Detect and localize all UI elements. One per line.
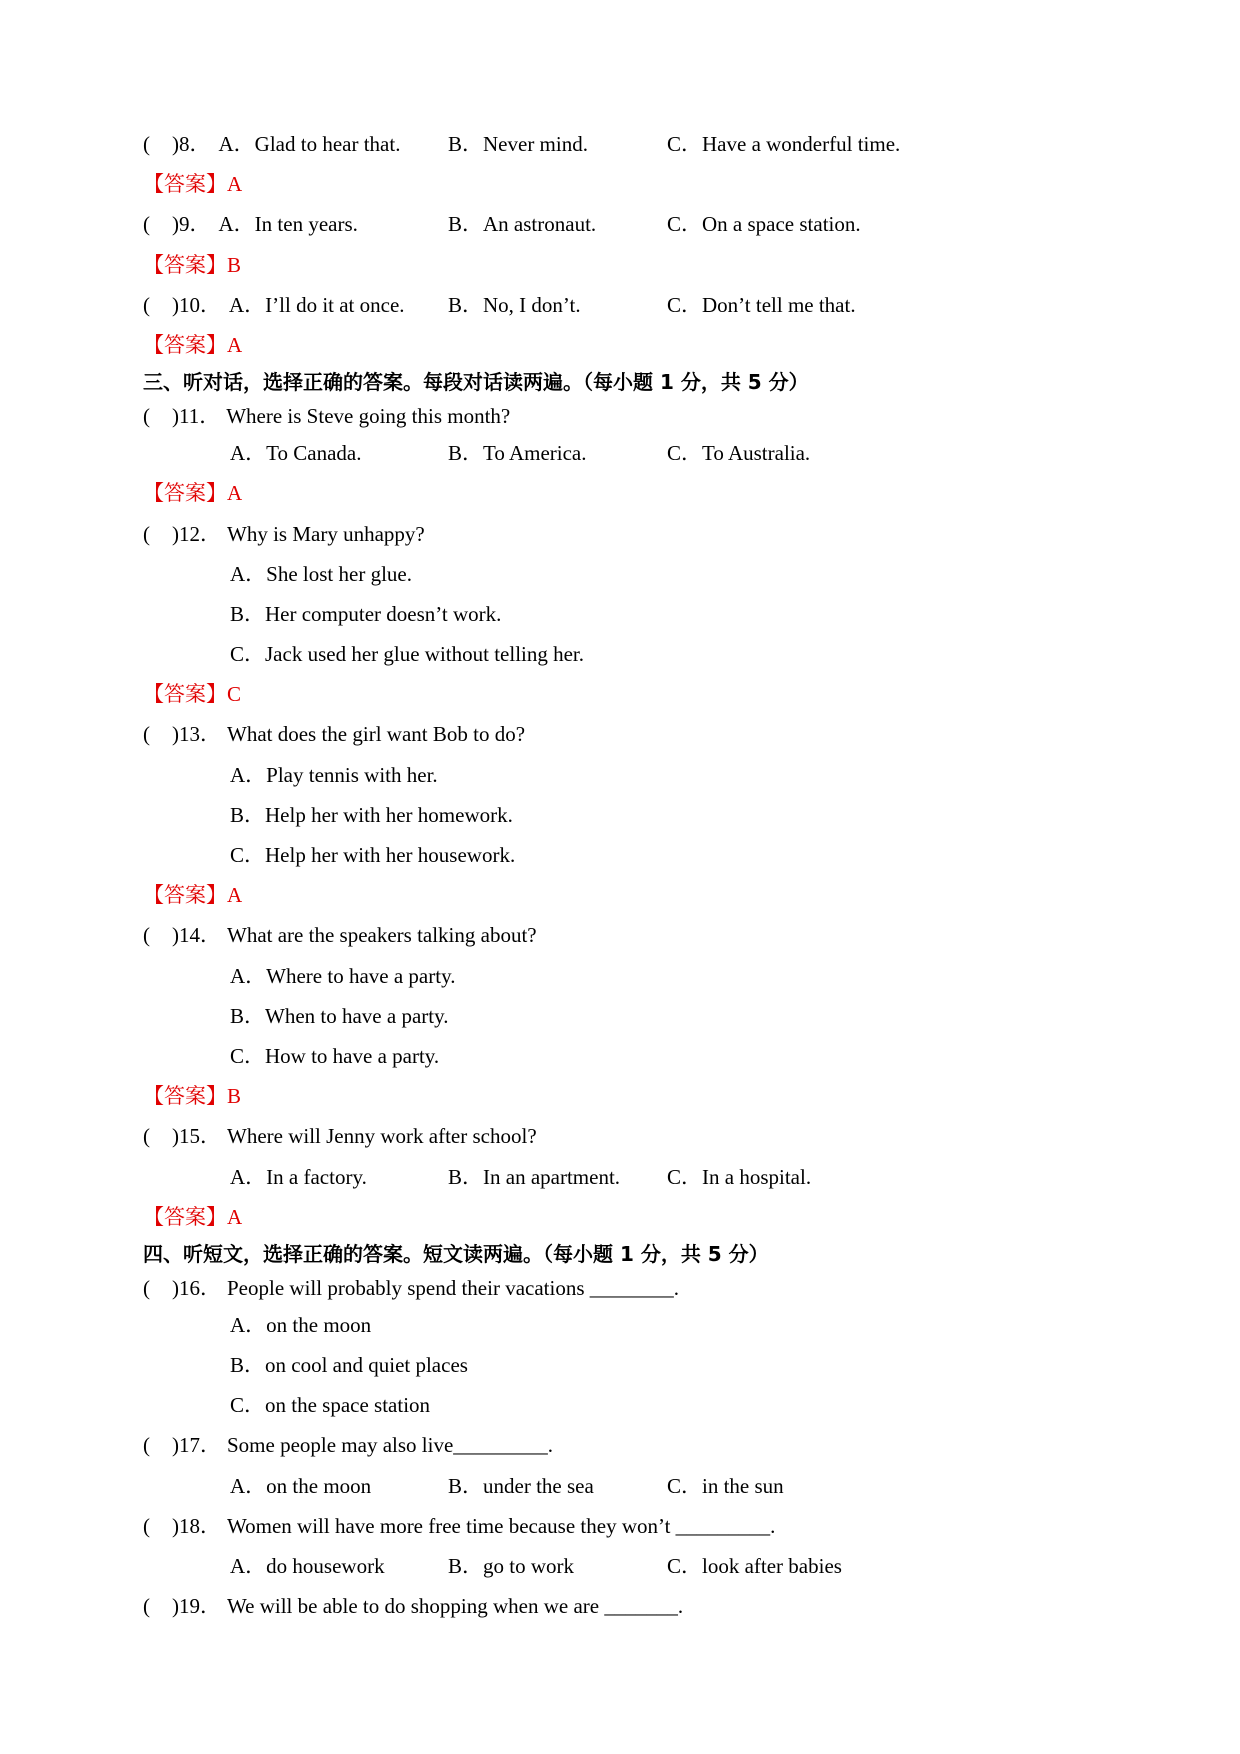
answer-line [143, 1076, 1143, 1116]
option-b: B．under the sea [448, 1473, 594, 1498]
option-a: A．In a factory. [230, 1164, 367, 1189]
option-line [143, 835, 1143, 875]
answer-blank: ( [143, 1433, 150, 1458]
option-line [143, 1305, 1143, 1345]
question-number: )16． [172, 1275, 221, 1300]
answer-blank: ( [143, 404, 150, 429]
question-number: )18． [172, 1513, 221, 1538]
option-b: B．In an apartment. [448, 1164, 621, 1189]
option-c: C．in the sun [667, 1473, 784, 1498]
question-number: )11． [172, 404, 221, 429]
option-c: C．On a space station. [667, 212, 861, 237]
options-row [143, 433, 1143, 473]
question-text: What are the speakers talking about? [227, 923, 537, 948]
question-stem [143, 1116, 1143, 1156]
option-text: C．How to have a party. [230, 1043, 440, 1068]
option-a: A．In ten years. [218, 212, 358, 237]
answer-line [143, 1197, 1143, 1237]
option-a: A．I’ll do it at once. [229, 292, 405, 317]
question-row [143, 285, 1143, 325]
question-stem [143, 714, 1143, 754]
answer-line [143, 164, 1143, 204]
option-text: A．Play tennis with her. [230, 762, 438, 787]
question-stem [143, 915, 1143, 955]
question-number: )19． [172, 1594, 221, 1619]
section-heading [143, 1237, 1143, 1271]
options-row [143, 1466, 1143, 1506]
option-line [143, 1345, 1143, 1385]
answer-blank: ( [143, 1124, 150, 1149]
answer-text: 【答案】C [143, 682, 242, 707]
question-row [143, 204, 1143, 244]
section-title: 三、听对话，选择正确的答案。每段对话读两遍。（每小题 1 分，共 5 分） [143, 370, 809, 395]
answer-text: 【答案】B [143, 1084, 242, 1109]
option-line [143, 996, 1143, 1036]
question-text: People will probably spend their vacations ________. [227, 1275, 680, 1300]
answer-blank: ( [143, 923, 150, 948]
question-number: )9． [172, 212, 211, 237]
question-number: )12． [172, 521, 221, 546]
option-a: A．do housework [230, 1554, 385, 1578]
answer-text: 【答案】A [143, 332, 243, 357]
question-text: Where will Jenny work after school? [227, 1124, 537, 1149]
answer-line [143, 875, 1143, 915]
options-row [143, 1157, 1143, 1197]
option-text: C．Help her with her housework. [230, 843, 516, 867]
answer-line [143, 674, 1143, 714]
exam-page [143, 124, 1143, 1626]
question-stem [143, 1425, 1143, 1465]
option-a: A．Glad to hear that. [218, 132, 401, 156]
option-line [143, 634, 1143, 674]
question-text: Where is Steve going this month? [226, 404, 511, 429]
option-c: C．In a hospital. [667, 1164, 812, 1189]
option-text: A．She lost her glue. [230, 561, 412, 586]
section-title: 四、听短文，选择正确的答案。短文读两遍。（每小题 1 分，共 5 分） [143, 1241, 769, 1266]
answer-text: 【答案】A [143, 172, 243, 197]
answer-line [143, 245, 1143, 285]
section-heading [143, 365, 1143, 399]
question-text: We will be able to do shopping when we are _______. [227, 1594, 684, 1619]
answer-blank: ( [143, 212, 150, 237]
option-c: C．Don’t tell me that. [667, 292, 856, 317]
option-b: B．To America. [448, 441, 587, 466]
option-line [143, 795, 1143, 835]
question-number: )8． [172, 132, 211, 156]
options-row [143, 1546, 1143, 1586]
answer-blank: ( [143, 132, 150, 156]
option-text: A．Where to have a party. [230, 963, 456, 988]
answer-blank: ( [143, 292, 150, 317]
option-line [143, 594, 1143, 634]
option-b: B．Never mind. [448, 132, 588, 156]
question-number: )13． [172, 722, 221, 747]
question-text: Why is Mary unhappy? [227, 521, 425, 546]
answer-text: 【答案】A [143, 481, 243, 506]
option-c: C．Have a wonderful time. [667, 132, 901, 156]
answer-text: 【答案】A [143, 883, 243, 908]
option-b: B．go to work [448, 1554, 574, 1578]
option-text: B．on cool and quiet places [230, 1353, 468, 1378]
question-number: )17． [172, 1433, 221, 1458]
question-number: )10． [172, 292, 221, 317]
option-line [143, 755, 1143, 795]
answer-text: 【答案】B [143, 252, 242, 277]
option-text: A．on the moon [230, 1312, 372, 1337]
question-text: Some people may also live_________. [227, 1433, 554, 1458]
option-text: C．Jack used her glue without telling her. [230, 642, 585, 667]
answer-line [143, 473, 1143, 513]
answer-blank: ( [143, 1275, 150, 1300]
question-text: What does the girl want Bob to do? [227, 722, 526, 747]
answer-blank: ( [143, 1513, 150, 1538]
answer-text: 【答案】A [143, 1204, 243, 1229]
option-line [143, 554, 1143, 594]
option-b: B．An astronaut. [448, 212, 597, 237]
question-stem [143, 399, 1143, 433]
option-text: C．on the space station [230, 1393, 431, 1418]
option-b: B．No, I don’t. [448, 292, 581, 317]
option-text: B．Help her with her homework. [230, 802, 513, 827]
question-number: )14． [172, 923, 221, 948]
question-number: )15． [172, 1124, 221, 1149]
answer-blank: ( [143, 1594, 150, 1619]
option-a: A．on the moon [230, 1473, 372, 1498]
question-stem [143, 514, 1143, 554]
question-row [143, 124, 1143, 164]
option-line [143, 1385, 1143, 1425]
answer-blank: ( [143, 521, 150, 546]
question-stem [143, 1506, 1143, 1546]
option-line [143, 1036, 1143, 1076]
option-text: B．Her computer doesn’t work. [230, 601, 502, 626]
option-line [143, 956, 1143, 996]
answer-line [143, 325, 1143, 365]
option-c: C．To Australia. [667, 441, 811, 466]
option-a: A．To Canada. [230, 441, 362, 466]
question-stem [143, 1271, 1143, 1305]
question-text: Women will have more free time because they won’t _________. [227, 1513, 776, 1538]
answer-blank: ( [143, 722, 150, 747]
option-text: B．When to have a party. [230, 1003, 449, 1028]
question-stem [143, 1586, 1143, 1626]
option-c: C．look after babies [667, 1554, 842, 1578]
